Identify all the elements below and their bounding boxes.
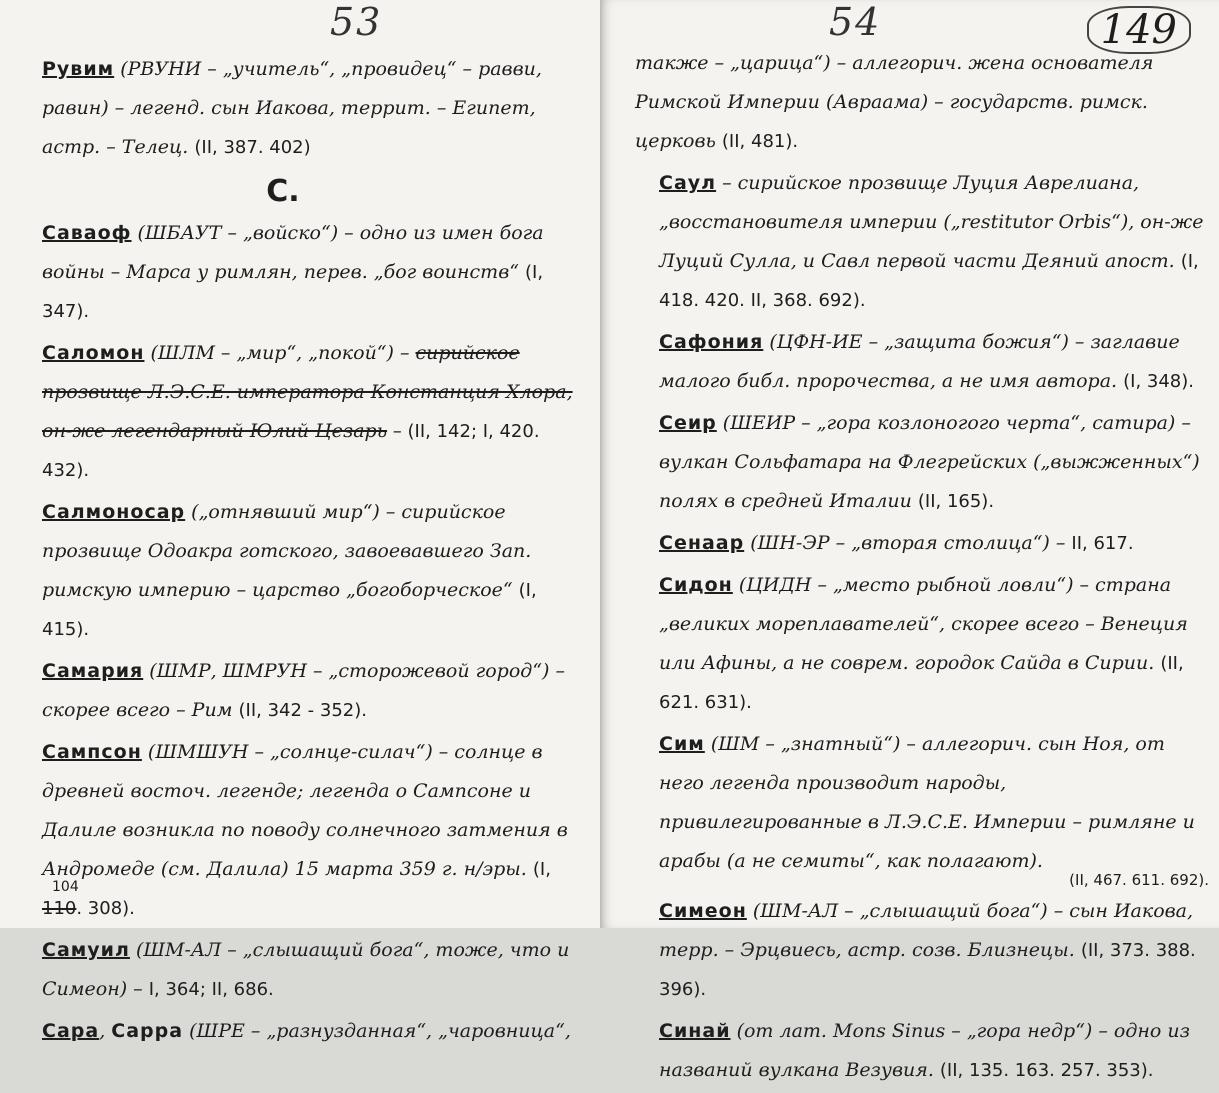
entry-solomon bbox=[18, 334, 588, 490]
entry-reference: (II, 342 - 352). bbox=[238, 700, 367, 721]
entry-text: (ШН-ЭР – „вторая столица“) – bbox=[744, 532, 1072, 554]
entry-reference: (I, 415). bbox=[42, 580, 537, 640]
entry-continuation bbox=[635, 44, 1209, 161]
entry-heading: Сидон bbox=[659, 574, 733, 596]
entry-salmonosar bbox=[18, 493, 588, 649]
entry-seir bbox=[635, 404, 1209, 521]
entry-text: („отнявший мир“) – сирийское прозвище Одоакра готского, завоевавшего Зап. римскую империю – царство „богоборческое“ bbox=[42, 501, 532, 601]
entry-simeon bbox=[635, 892, 1209, 1009]
entry-sidon bbox=[635, 566, 1209, 722]
entry-text: (ШМ – „знатный“) – аллегорич. сын Ноя, от него легенда производит народы, привилегированные в Л.Э.С.Е. Империи – римляне и арабы (а не семиты“, как полагают). bbox=[659, 733, 1195, 872]
entry-samaria bbox=[18, 652, 588, 730]
entry-reference: (II, 481). bbox=[721, 131, 799, 152]
entry-heading: Самария bbox=[42, 660, 144, 682]
page-number-right: 54 bbox=[829, 0, 882, 44]
entry-reference: (I, 418. 420. II, 368. 692). bbox=[659, 251, 1199, 311]
right-column bbox=[635, 44, 1209, 1093]
entry-heading: Рувим bbox=[42, 58, 115, 80]
entry-reference: (I, 347). bbox=[42, 262, 544, 322]
entry-heading: Саваоф bbox=[42, 222, 132, 244]
entry-ruvim bbox=[18, 50, 588, 167]
entry-sampson bbox=[18, 733, 588, 928]
entry-text: (ШМ-АЛ – „слышащий бога“) – сын Иакова, терр. – Эрцвиесь, астр. созв. Близнецы. bbox=[659, 900, 1194, 961]
entry-sinai bbox=[635, 1012, 1209, 1090]
entry-text: (ШМР, ШМРУН – „сторожевой город“) – скорее всего – Рим bbox=[42, 660, 565, 721]
entry-reference: (I, 348). bbox=[1123, 371, 1194, 392]
entry-reference: (II, 135. 163. 257. 353). bbox=[939, 1060, 1154, 1081]
entry-text: (ШЛМ – „мир“, „покой“) – bbox=[144, 342, 416, 364]
reference-part: (I, bbox=[532, 859, 551, 880]
entry-text: (РВУНИ – „учитель“, „провидец“ – равви, равин) – легенд. сын Иакова, террит. – Египет, астр. – Телец. bbox=[42, 58, 542, 158]
entry-heading: Сеир bbox=[659, 412, 717, 434]
entry-heading: Сенаар bbox=[659, 532, 745, 554]
struck-number: 110 bbox=[42, 898, 77, 919]
archive-number: 149 bbox=[1087, 6, 1191, 54]
entry-reference: (II, 621. 631). bbox=[659, 653, 1184, 713]
entry-samuil bbox=[18, 931, 588, 1009]
reference-part: . 308). bbox=[76, 898, 135, 919]
entry-senaar bbox=[635, 524, 1209, 563]
left-page bbox=[0, 0, 601, 1042]
entry-heading: Самуил bbox=[42, 939, 130, 961]
entry-sim bbox=[635, 725, 1209, 889]
entry-heading-variant: Сарра bbox=[111, 1020, 184, 1042]
entry-reference: (II, 165). bbox=[917, 491, 995, 512]
right-page bbox=[601, 0, 1219, 1081]
entry-reference: (II, 467. 611. 692). bbox=[1069, 871, 1209, 889]
entry-text: (ШРЕ – „разнузданная“, „чаровница“, bbox=[183, 1020, 571, 1042]
entry-heading: Саломон bbox=[42, 342, 145, 364]
entry-text: (ЦИДН – „место рыбной ловли“) – страна „великих мореплавателей“, скорее всего – Венеция или Афины, а не соврем. городок Сайда в Сирии. bbox=[659, 574, 1188, 674]
entry-heading: Синай bbox=[659, 1020, 731, 1042]
entry-heading: Сафония bbox=[659, 331, 764, 353]
left-column bbox=[18, 50, 588, 1054]
correction-above: 104 bbox=[52, 879, 79, 895]
entry-text: также – „царица“) – аллегорич. жена основателя Римской Империи (Авраама) – государств. римск. церковь bbox=[635, 52, 1154, 152]
entry-text: (ШМШУН – „солнце-силач“) – солнце в древней восточ. легенде; легенда о Сампсоне и Далиле возникла по поводу солнечного затмения в Андромеде (см. Далила) 15 марта 359 г. н/эры. bbox=[42, 741, 568, 880]
entry-heading: Симеон bbox=[659, 900, 747, 922]
page-number-left: 53 bbox=[330, 0, 383, 44]
entry-savaof bbox=[18, 214, 588, 331]
struck-text: сирийское прозвище Л.Э.С.Е. императора Констанция Хлора, он-же легендарный Юлий Цезарь bbox=[42, 342, 573, 442]
entry-text: (ЦФН-ИЕ – „защита божия“) – заглавие малого библ. пророчества, а не имя автора. bbox=[659, 331, 1180, 392]
entry-heading: Сара bbox=[42, 1020, 100, 1042]
corrected-number bbox=[42, 879, 79, 919]
entry-reference: – (II, 142; I, 420. 432). bbox=[42, 421, 540, 481]
entry-heading: Сампсон bbox=[42, 741, 142, 763]
entry-reference: (II, 373. 388. 396). bbox=[659, 940, 1196, 1000]
section-letter: С. bbox=[266, 174, 300, 209]
entry-text: (ШБАУТ – „войско“) – одно из имен бога войны – Марса у римлян, перев. „бог воинств“ bbox=[42, 222, 544, 283]
entry-sara: Сара, Сарра (ШРЕ – „разнузданная“, „чаровница“, bbox=[42, 1020, 571, 1042]
entry-text: (ШМ-АЛ – „слышащий бога“, тоже, что и Симеон) – bbox=[42, 939, 570, 1000]
entry-reference: I, 364; II, 686. bbox=[148, 979, 274, 1000]
entry-text: – сирийское прозвище Луция Аврелиана, „восстановителя империи („restitutor Orbis“), он-же Луций Сулла, и Савл первой части Деяний апост. bbox=[659, 172, 1204, 272]
entry-safonia bbox=[635, 323, 1209, 401]
entry-heading: Салмоносар bbox=[42, 501, 186, 523]
entry-text: (ШЕИР – „гора козлоногого черта“, сатира) – вулкан Сольфатара на Флегрейских („выжженных“) полях в средней Италии bbox=[659, 412, 1200, 512]
entry-reference: (II, 387. 402) bbox=[194, 137, 311, 158]
entry-saul bbox=[635, 164, 1209, 320]
entry-heading: Саул bbox=[659, 172, 717, 194]
entry-text: (от лат. Mons Sinus – „гора недр“) – одно из названий вулкана Везувия. bbox=[659, 1020, 1190, 1081]
entry-reference: II, 617. bbox=[1071, 533, 1134, 554]
entry-heading: Сим bbox=[659, 733, 705, 755]
